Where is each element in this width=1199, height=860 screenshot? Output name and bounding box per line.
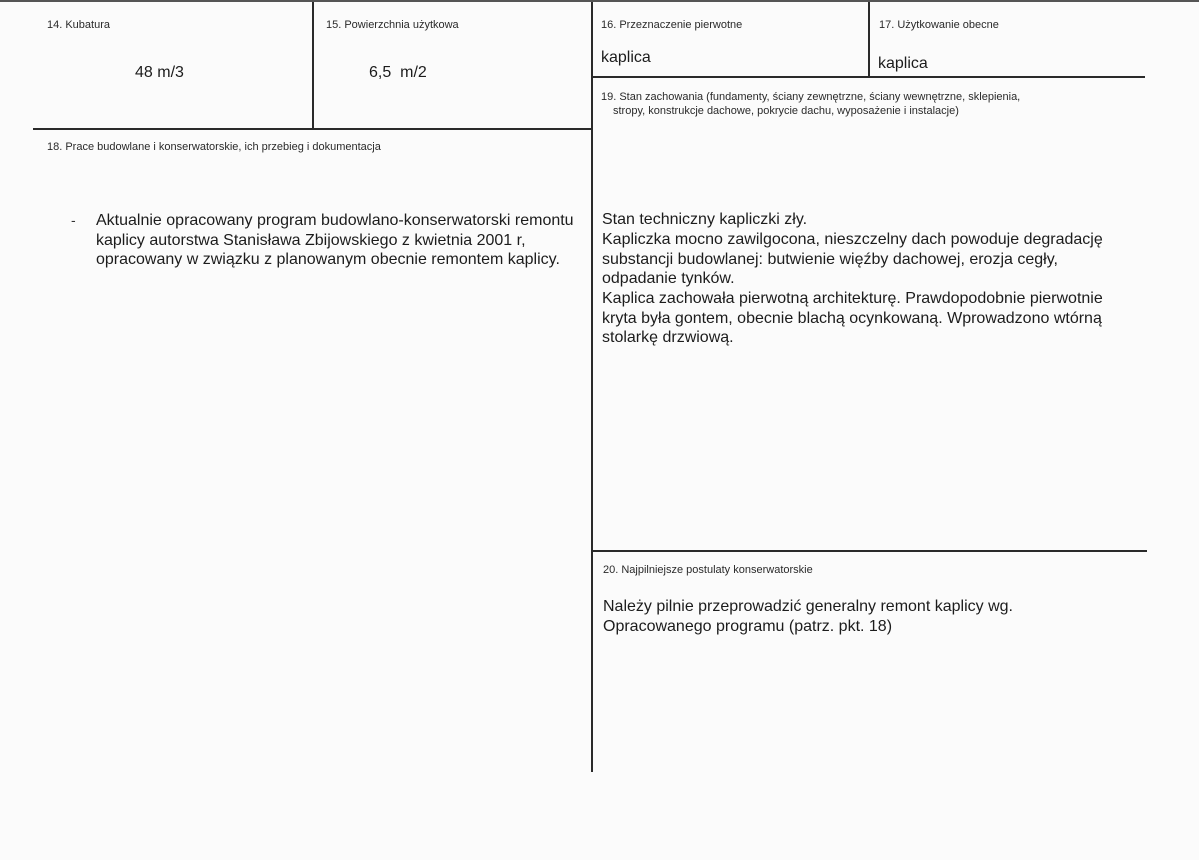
field-14-label: 14. Kubatura: [47, 19, 110, 31]
horizontal-line-16-17: [593, 76, 1145, 78]
center-divider: [591, 2, 593, 772]
field-19-label-line2: stropy, konstrukcje dachowe, pokrycie dachu, wyposażenie i instalacje): [613, 105, 959, 117]
field-18-bullet: -: [71, 212, 76, 228]
horizontal-line-19-20: [593, 550, 1147, 552]
field-20-text: Należy pilnie przeprowadzić generalny remont kaplicy wg. Opracowanego programu (patrz. pkt. 18): [603, 598, 1013, 635]
divider-14-15: [312, 2, 314, 128]
field-19-text-2: Kapliczka mocno zawilgocona, nieszczelny dach powoduje degradację substancji budowlanej: butwienie więźby dachowej, erozja cegły, odpadanie tynków.: [602, 231, 1103, 287]
field-14-value: 48 m/3: [135, 64, 184, 81]
field-19-text-1: Stan techniczny kapliczki zły.: [602, 211, 808, 228]
field-20-label: 20. Najpilniejsze postulaty konserwatorskie: [603, 564, 813, 576]
field-17-label: 17. Użytkowanie obecne: [879, 19, 999, 31]
field-15-value: 6,5 m/2: [369, 64, 427, 81]
field-17-value: kaplica: [878, 55, 928, 72]
field-19-text-3: Kaplica zachowała pierwotną architekturę. Prawdopodobnie pierwotnie kryta była gontem, obecnie blachą ocynkowaną. Wprowadzono wtórną stolarkę drzwiową.: [602, 290, 1103, 346]
field-19-label-line1: 19. Stan zachowania (fundamenty, ściany zewnętrzne, ściany wewnętrzne, sklepienia,: [601, 91, 1021, 103]
field-18-text: Aktualnie opracowany program budowlano-konserwatorski remontu kaplicy autorstwa Stanisława Zbijowskiego z kwietnia 2001 r, opracowany w związku z planowanym obecnie remontem kaplicy.: [96, 212, 574, 268]
field-16-label: 16. Przeznaczenie pierwotne: [601, 19, 743, 31]
field-18-label: 18. Prace budowlane i konserwatorskie, ich przebieg i dokumentacja: [47, 141, 381, 153]
field-16-value: kaplica: [601, 49, 651, 66]
top-edge-line: [0, 0, 1199, 2]
divider-16-17: [868, 2, 870, 76]
horizontal-line-14-18: [33, 128, 591, 130]
field-15-label: 15. Powierzchnia użytkowa: [326, 19, 459, 31]
